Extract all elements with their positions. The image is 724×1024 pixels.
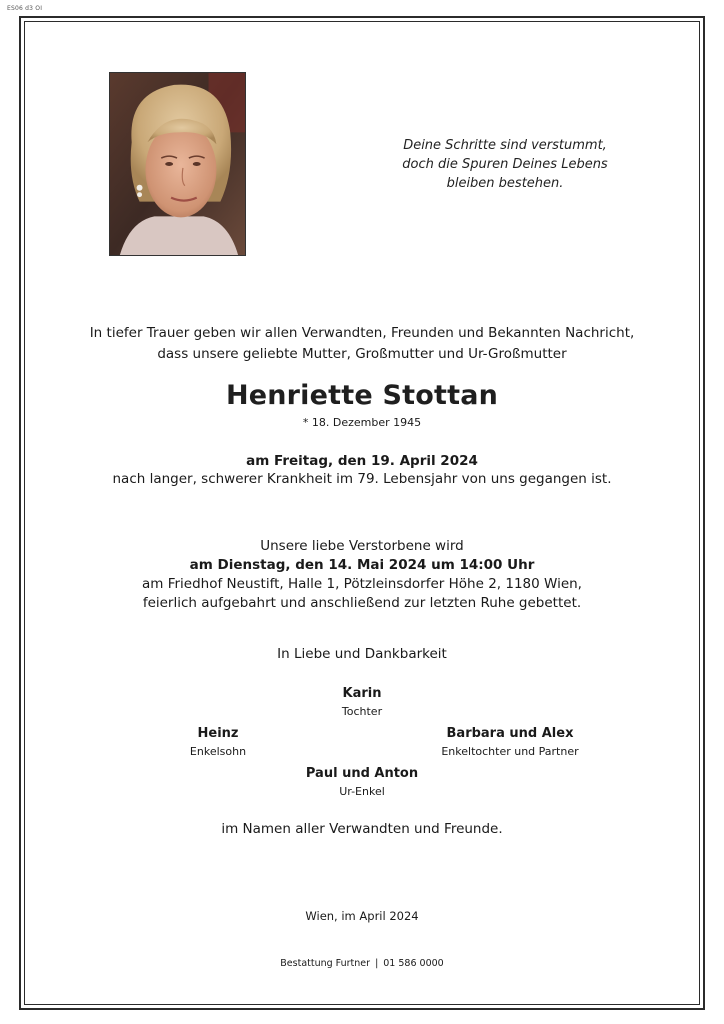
mourner-relation: Enkeltochter und Partner bbox=[441, 745, 579, 758]
deceased-name: Henriette Stottan bbox=[225, 380, 499, 411]
love-text: In Liebe und Dankbarkeit bbox=[277, 646, 447, 662]
place-date: Wien, im April 2024 bbox=[305, 909, 419, 923]
birth-date: * 18. Dezember 1945 bbox=[302, 416, 422, 429]
footer-separator: | bbox=[375, 958, 379, 969]
funeral-location: am Friedhof Neustift, Halle 1, Pötzleinsdorfer Höhe 2, 1180 Wien, bbox=[142, 576, 582, 592]
closing-text: im Namen aller Verwandten und Freunde. bbox=[221, 821, 503, 837]
mourner-karin bbox=[24, 686, 700, 718]
mourner-name: Heinz bbox=[197, 726, 239, 741]
mourner-name: Paul und Anton bbox=[305, 766, 419, 781]
quote-line: bleiben bestehen. bbox=[446, 176, 564, 191]
funeral-line: Unsere liebe Verstorbene wird bbox=[260, 538, 464, 554]
funeral-home-phone: 01 586 0000 bbox=[383, 958, 444, 969]
memorial-quote bbox=[380, 136, 630, 193]
intro-text bbox=[24, 323, 700, 365]
document-code: ES06 d3 OI bbox=[7, 5, 43, 12]
funeral-line: feierlich aufgebahrt und anschließend zur letzten Ruhe gebettet. bbox=[142, 595, 582, 611]
mourner-relation: Tochter bbox=[341, 705, 383, 718]
mourner-barbara bbox=[410, 726, 610, 758]
portrait-image bbox=[110, 73, 245, 255]
intro-line: dass unsere geliebte Mutter, Großmutter und Ur-Großmutter bbox=[157, 346, 567, 362]
portrait-photo bbox=[109, 72, 246, 256]
quote-line: Deine Schritte sind verstummt, bbox=[403, 138, 607, 153]
death-date: am Freitag, den 19. April 2024 bbox=[246, 453, 478, 469]
mourner-relation: Ur-Enkel bbox=[339, 785, 385, 798]
mourner-paul bbox=[24, 766, 700, 798]
mourner-name: Barbara und Alex bbox=[446, 726, 574, 741]
funeral-datetime: am Dienstag, den 14. Mai 2024 um 14:00 Uhr bbox=[189, 557, 535, 573]
mourner-name: Karin bbox=[342, 686, 382, 701]
funeral-home-name: Bestattung Furtner bbox=[280, 958, 371, 969]
footer bbox=[24, 958, 700, 969]
mourner-heinz bbox=[118, 726, 318, 758]
intro-line: In tiefer Trauer geben wir allen Verwandten, Freunden und Bekannten Nachricht, bbox=[89, 325, 635, 341]
death-text: nach langer, schwerer Krankheit im 79. Lebensjahr von uns gegangen ist. bbox=[112, 471, 612, 487]
mourner-relation: Enkelsohn bbox=[189, 745, 247, 758]
funeral-details bbox=[24, 537, 700, 613]
quote-line: doch die Spuren Deines Lebens bbox=[402, 157, 608, 172]
